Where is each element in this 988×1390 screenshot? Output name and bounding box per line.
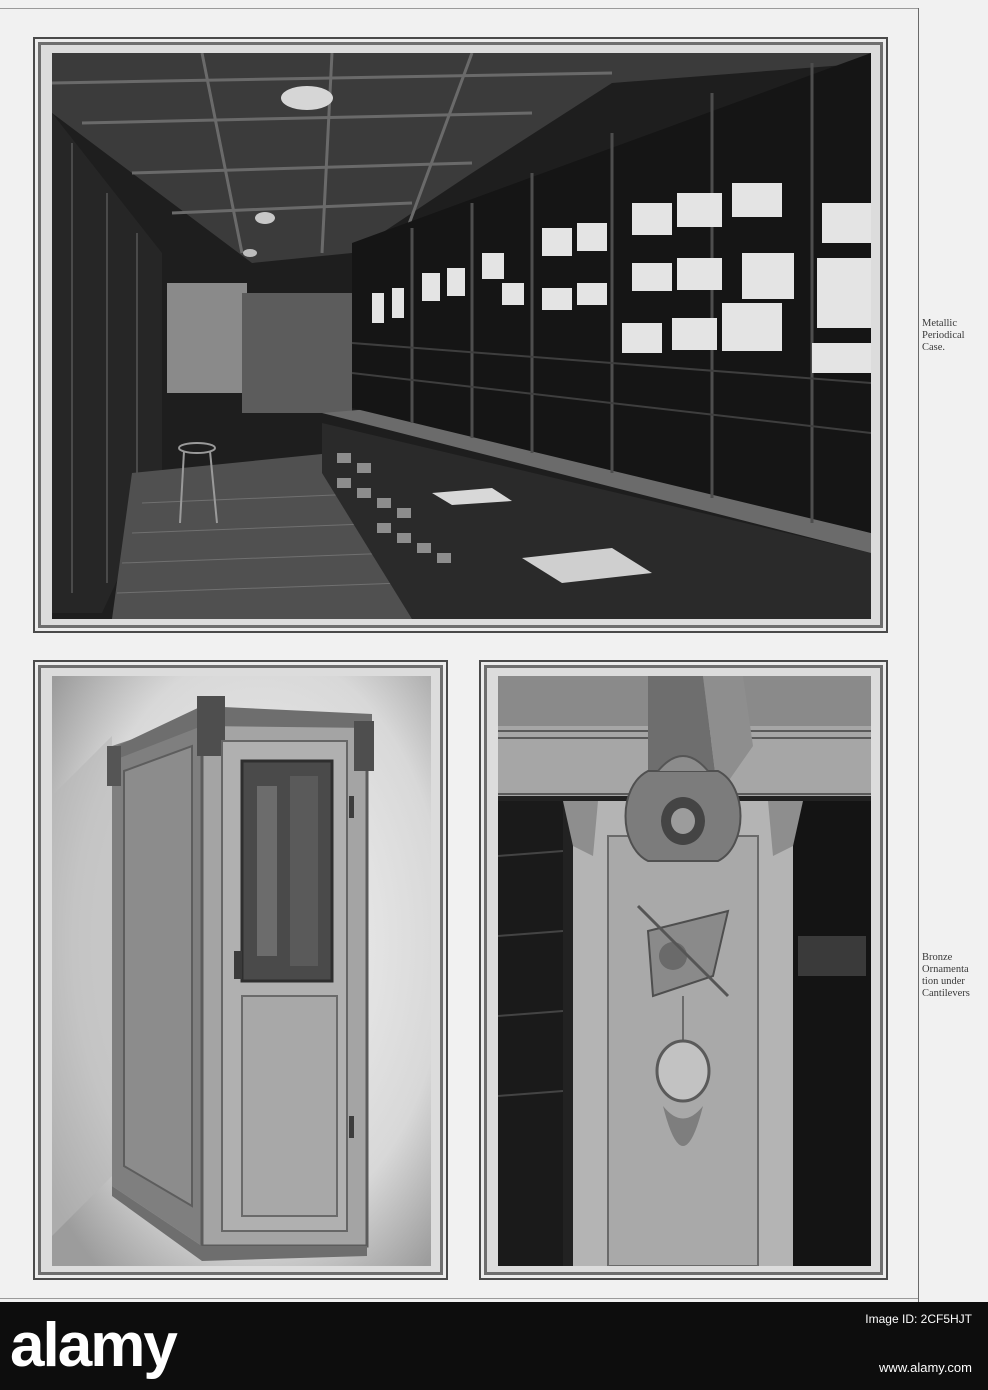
plate-bronze-ornament xyxy=(479,660,888,1280)
caption-bronze-ornamentation: Bronze Ornamenta tion under Cantilevers xyxy=(922,952,970,999)
door-cabinet-photo xyxy=(52,676,431,1266)
library-corridor-photo xyxy=(52,53,871,619)
cabinet-photo xyxy=(52,676,431,1266)
stock-url: www.alamy.com xyxy=(879,1360,972,1375)
bronze-ornament-photo xyxy=(498,676,871,1266)
bottom-rule xyxy=(0,1298,918,1299)
plate-cabinet xyxy=(33,660,448,1280)
stock-watermark-bar xyxy=(0,1302,988,1390)
periodical-room-photo xyxy=(52,53,871,619)
stock-image-id: Image ID: 2CF5HJT xyxy=(865,1312,972,1326)
plate-periodical-room xyxy=(33,37,888,633)
caption-metallic-periodical-case: Metallic Periodical Case. xyxy=(922,318,965,353)
bronze-ornament-photo xyxy=(498,676,871,1266)
stock-logo: alamy xyxy=(10,1311,176,1380)
